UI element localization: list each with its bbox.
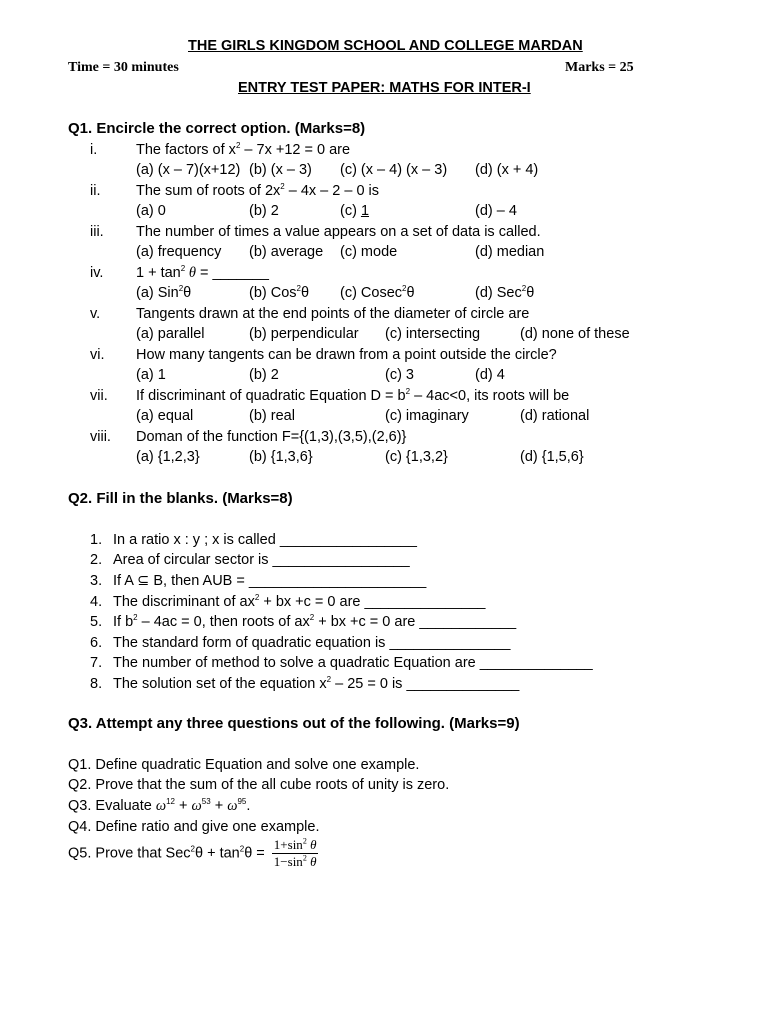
q1-item-number: vii. [90,388,108,404]
q1-option[interactable]: (b) average [249,244,324,260]
q3-item-2: Q2. Prove that the sum of the all cube roots of unity is zero. [68,777,450,793]
q1-option[interactable]: (d) {1,5,6} [520,449,584,465]
fraction: $\frac{1+\sin^2 \theta}{1-\sin^2 \theta}$ [273,836,317,869]
q1-option[interactable]: (c) {1,3,2} [385,449,448,465]
q1-heading: Q1. Encircle the correct option. (Marks=8) [68,120,366,137]
q1-item-question: The factors of $x^2 - 7x +12 = 0$ are [136,141,351,158]
q1-option[interactable]: (d) 4 [475,367,505,383]
q1-item-question: Tangents drawn at the end points of the diameter of circle are [136,306,530,322]
q1-option[interactable]: (b) perpendicular [249,326,359,342]
q2-heading: Q2. Fill in the blanks. (Marks=8) [68,490,293,507]
q1-item-question: $1 + \tan^2 \theta$ = _______ [136,264,269,281]
q1-item-number: iv. [90,265,104,281]
q2-item-number: 4. [90,594,103,610]
q1-option[interactable]: (d) Sec$^2$θ [475,284,535,301]
q2-item-number: 1. [90,532,103,548]
q3-item-1: Q1. Define quadratic Equation and solve one example. [68,757,420,773]
q1-item-number: ii. [90,183,101,199]
q1-option[interactable]: (b) (x – 3) [249,162,312,178]
q2-item-text: The solution set of the equation $x^2 - 25 = 0$ is ______________ [113,675,520,692]
q2-item-number: 2. [90,552,103,568]
q1-item-question: Doman of the function F={(1,3),(3,5),(2,6)} [136,429,407,445]
q1-item-question: The number of times a value appears on a set of data is called. [136,224,541,240]
q1-option[interactable]: (d) median [475,244,545,260]
q1-option[interactable]: (d) – 4 [475,203,517,219]
q1-item-question: How many tangents can be drawn from a point outside the circle? [136,347,557,363]
q2-item-text: If A ⊆ B, then AUB = ______________________ [113,573,427,589]
paper-title: ENTRY TEST PAPER: MATHS FOR INTER-I [238,80,531,96]
q1-option[interactable]: (a) parallel [136,326,205,342]
q1-option[interactable]: (b) real [249,408,295,424]
q1-option[interactable]: (c) (x – 4) (x – 3) [340,162,448,178]
q1-item-number: vi. [90,347,105,363]
q1-item-number: v. [90,306,101,322]
q1-option[interactable]: (c) imaginary [385,408,469,424]
q1-option[interactable]: (d) (x + 4) [475,162,539,178]
q2-item-text: Area of circular sector is _________________ [113,552,410,568]
q1-option[interactable]: (a) 1 [136,367,166,383]
q2-item-text: The discriminant of $ax^2$ + bx +c = 0 are _______________ [113,593,486,610]
q2-item-number: 8. [90,676,103,692]
q1-item-number: iii. [90,224,104,240]
q2-item-number: 3. [90,573,103,589]
q3-item-3: Q3. Evaluate $\omega^{12} + \omega^{53} + \omega^{95}$. [68,797,251,814]
q1-option[interactable]: (a) Sin$^2$θ [136,284,192,301]
q1-option[interactable]: (c) 1 [340,203,370,219]
q3-item-4: Q4. Define ratio and give one example. [68,819,320,835]
q1-option[interactable]: (a) equal [136,408,194,424]
q3-heading: Q3. Attempt any three questions out of the following. (Marks=9) [68,715,520,732]
q1-option[interactable]: (a) frequency [136,244,222,260]
q1-item-question: The sum of roots of $2x^2 - 4x - 2 - 0$ is [136,182,380,199]
q1-option[interactable]: (b) {1,3,6} [249,449,313,465]
q1-option[interactable]: (a) (x – 7)(x+12) [136,162,241,178]
q1-option[interactable]: (d) rational [520,408,590,424]
q1-option[interactable]: (a) {1,2,3} [136,449,200,465]
q2-item-text: If $b^2 - 4ac = 0$, then roots of $ax^2$ + bx +c = 0 are ____________ [113,613,517,630]
q1-option[interactable]: (b) Cos$^2$θ [249,284,310,301]
q1-option[interactable]: (a) 0 [136,203,166,219]
q1-item-number: i. [90,142,98,158]
q3-item-5: Q5. Prove that $Sec^2\theta + \tan^2\theta$ = $\frac{1+\sin^2 \theta}{1-\sin^2 \theta}$ [68,836,317,869]
q2-item-number: 5. [90,614,103,630]
q1-item-number: viii. [90,429,111,445]
time-label: Time = 30 minutes [68,60,179,75]
q1-option[interactable]: (c) 3 [385,367,414,383]
q2-item-text: The number of method to solve a quadratic Equation are ______________ [113,655,593,671]
q2-item-number: 6. [90,635,103,651]
q1-option[interactable]: (b) 2 [249,203,279,219]
q2-item-text: In a ratio x : y ; x is called _________________ [113,532,417,548]
q2-item-number: 7. [90,655,103,671]
q1-option[interactable]: (c) mode [340,244,398,260]
marks-label: Marks = 25 [565,60,634,75]
q1-item-question: If discriminant of quadratic Equation $D = b^2 - 4ac<0$, its roots will be [136,387,570,404]
school-name: THE GIRLS KINGDOM SCHOOL AND COLLEGE MARDAN [188,38,583,54]
q1-option[interactable]: (c) intersecting [385,326,481,342]
q1-option[interactable]: (d) none of these [520,326,630,342]
q1-option[interactable]: (b) 2 [249,367,279,383]
q1-option[interactable]: (c) Cosec$^2$θ [340,284,415,301]
q2-item-text: The standard form of quadratic equation is _______________ [113,635,511,651]
